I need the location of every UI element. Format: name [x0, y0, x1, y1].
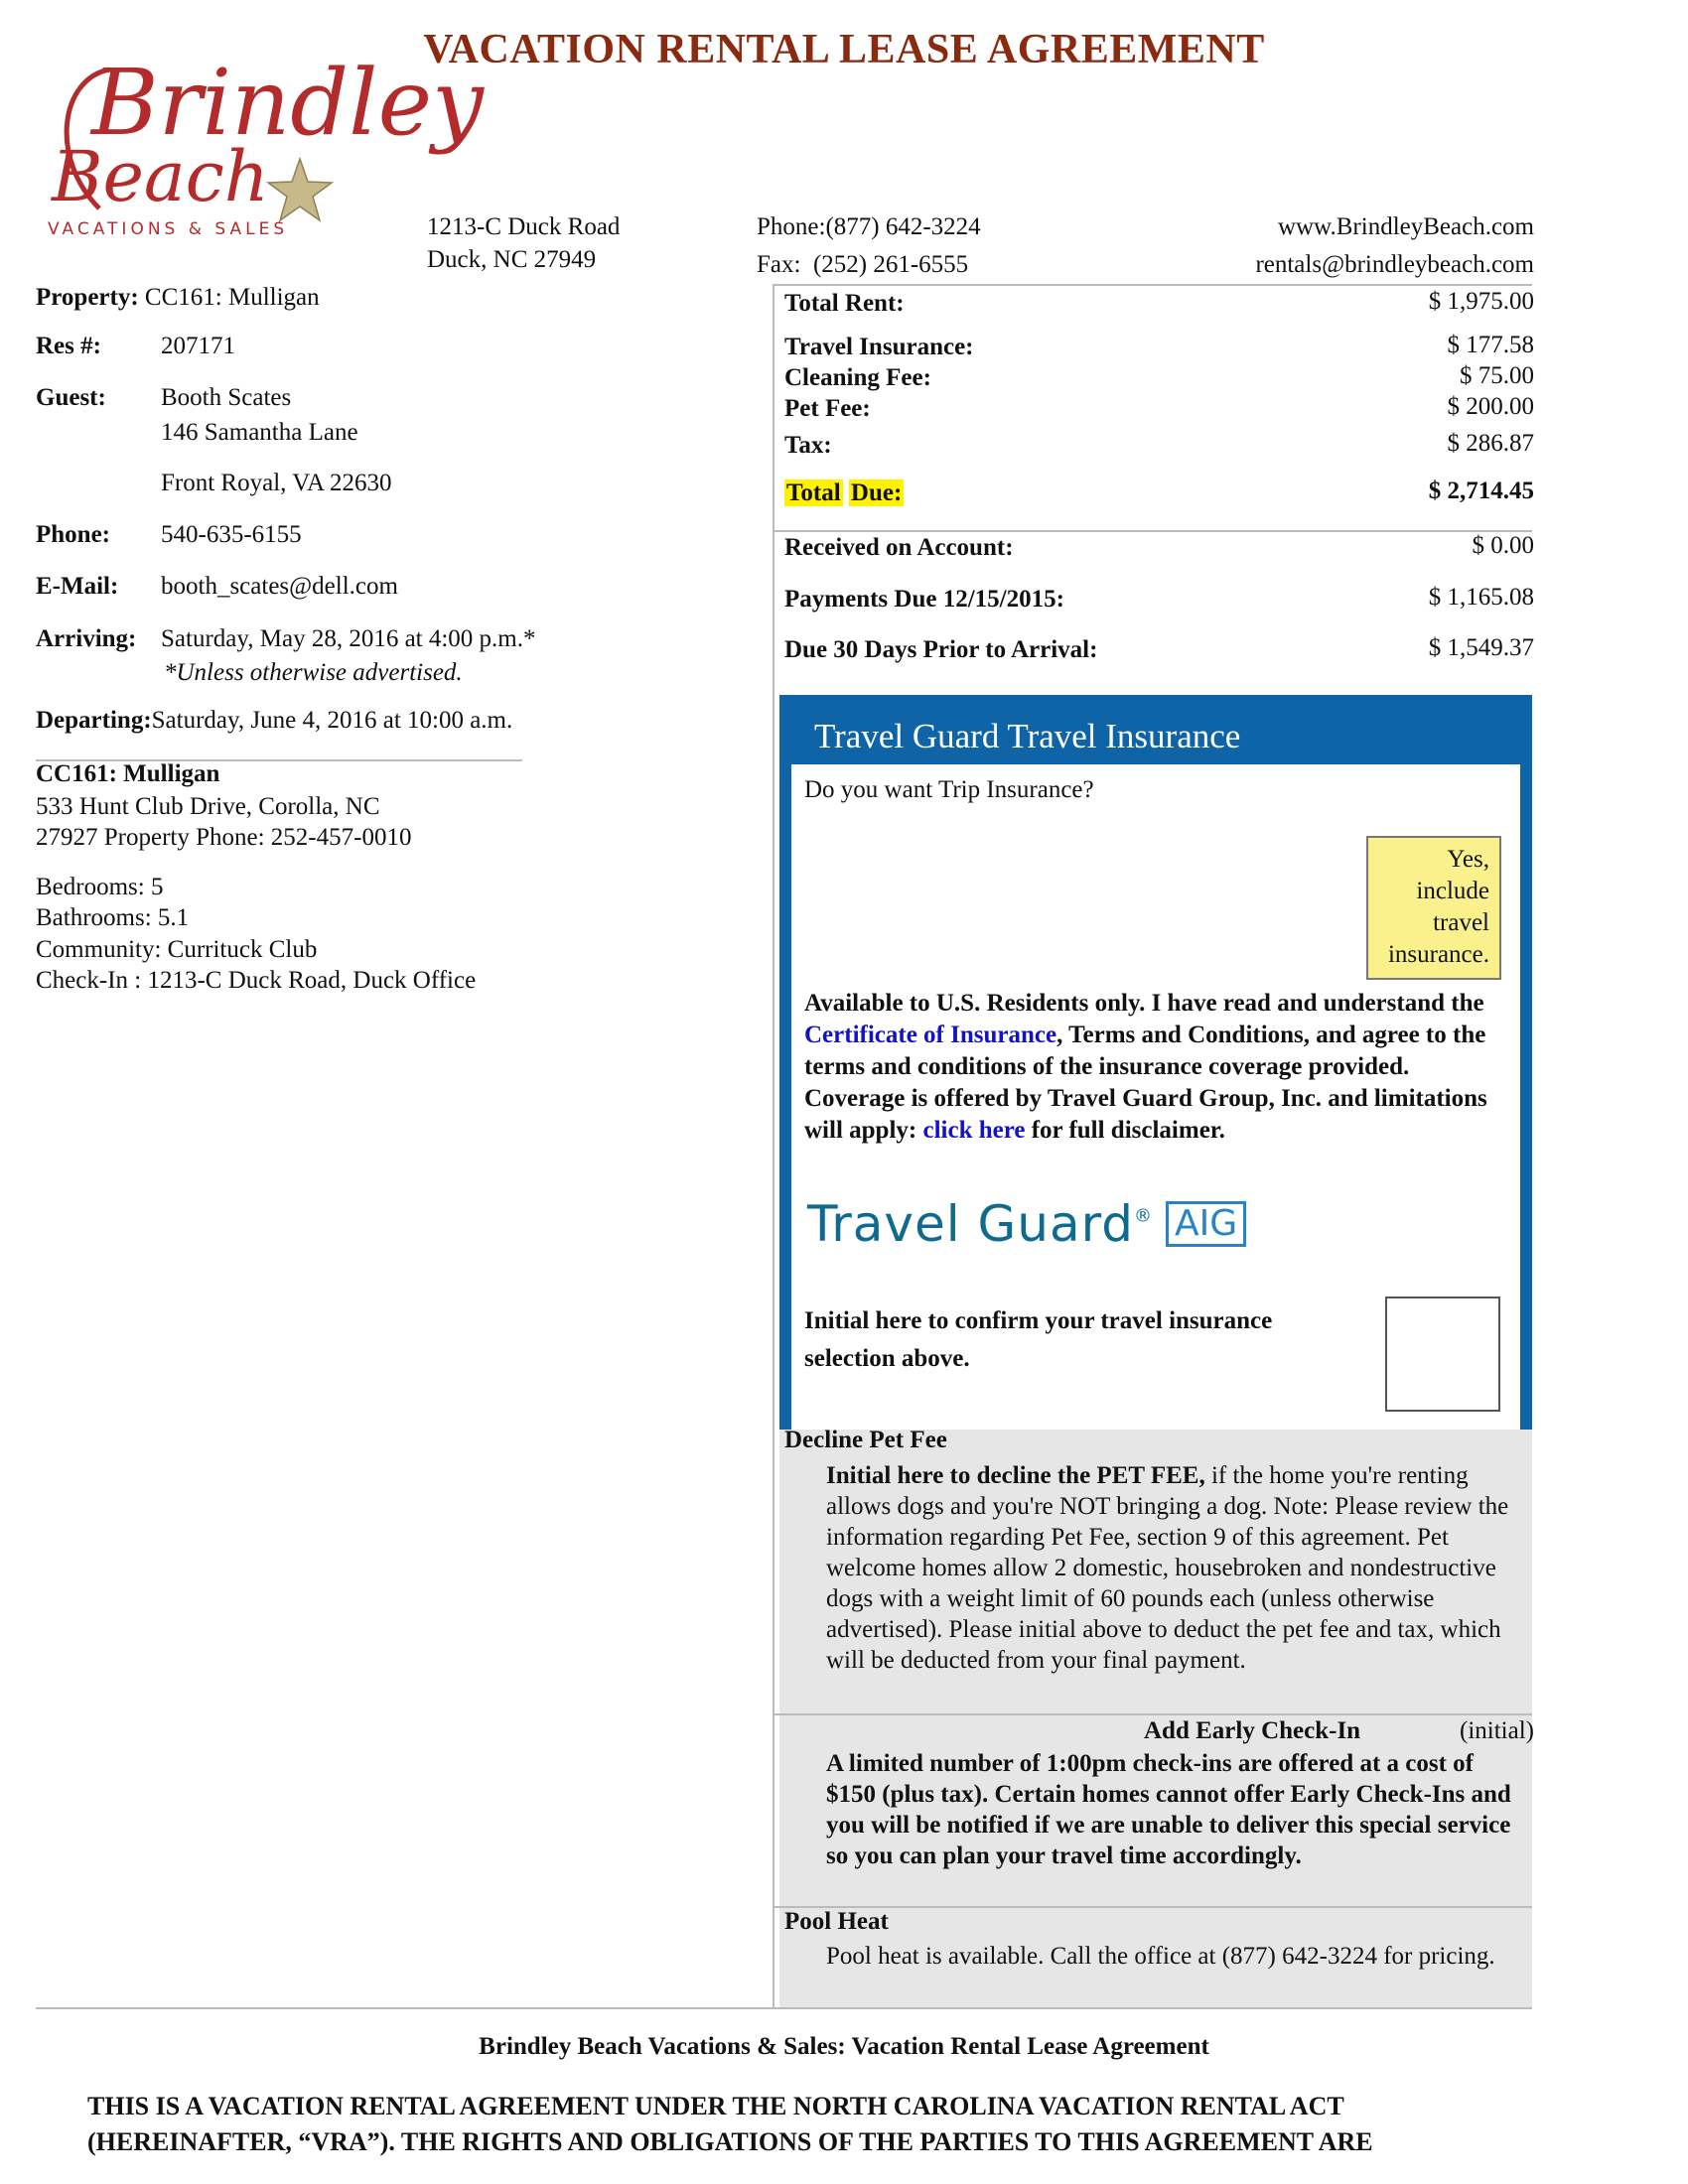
vra-line2: (HEREINAFTER, “VRA”). THE RIGHTS AND OBLIGATIONS OF THE PARTIES TO THIS AGREEMENT ARE [87, 2127, 1373, 2156]
due-30-value: $ 1,549.37 [1428, 634, 1534, 661]
yes-line-3: travel [1433, 909, 1489, 936]
early-checkin-initial-note: (initial) [1460, 1717, 1534, 1744]
column-divider [773, 285, 774, 2007]
footer-divider [36, 2007, 1532, 2009]
company-website[interactable]: www.BrindleyBeach.com [1277, 213, 1534, 240]
insurance-title: Travel Guard Travel Insurance [814, 717, 1241, 755]
departing-value: Saturday, June 4, 2016 at 10:00 a.m. [151, 707, 513, 734]
insurance-question: Do you want Trip Insurance? [804, 776, 1094, 803]
yes-line-2: include [1416, 878, 1489, 904]
email-label: E-Mail: [36, 573, 119, 600]
header-divider [773, 284, 1532, 286]
decline-pet-fee-title: Decline Pet Fee [784, 1427, 947, 1453]
tax-label: Tax: [784, 432, 832, 459]
total-due-label [784, 479, 904, 507]
property-address1: 533 Hunt Club Drive, Corolla, NC [36, 793, 380, 820]
registered-mark: ® [1134, 1205, 1153, 1227]
vra-notice [87, 2089, 1373, 2160]
total-due-value: $ 2,714.45 [1428, 478, 1534, 504]
property-detail-name: CC161: Mulligan [36, 760, 220, 787]
yes-line-1: Yes, [1447, 846, 1489, 873]
travel-guard-brand: Travel Guard [807, 1195, 1135, 1253]
phone-value: 540-635-6155 [161, 521, 302, 548]
departing-label: Departing: [36, 707, 152, 734]
travel-insurance-label: Travel Insurance: [784, 334, 974, 360]
insurance-disclaimer [804, 988, 1499, 1147]
guest-address1: 146 Samantha Lane [161, 419, 358, 446]
pet-fee-value: $ 200.00 [1447, 393, 1534, 420]
travel-insurance-value: $ 177.58 [1447, 332, 1534, 358]
total-rent-value: $ 1,975.00 [1428, 288, 1534, 315]
cleaning-fee-value: $ 75.00 [1460, 362, 1534, 389]
property-label: Property: [36, 284, 139, 311]
guest-name: Booth Scates [161, 384, 292, 411]
yes-include-insurance-option[interactable] [1366, 836, 1501, 980]
brindley-beach-logo [40, 40, 484, 253]
res-label: Res #: [36, 333, 101, 359]
payments-due-label: Payments Due 12/15/2015: [784, 586, 1064, 613]
cleaning-fee-label: Cleaning Fee: [784, 364, 931, 391]
starfish-icon [268, 159, 332, 220]
logo-tagline: VACATIONS & SALES [48, 219, 289, 239]
disclaimer-part2: , Terms and Conditions, and agree to the terms and conditions of the insurance coverage provided. Coverage is offered by Travel Guard Group, Inc. and limitations will apply: [804, 1022, 1487, 1144]
company-address-line2: Duck, NC 27949 [427, 246, 597, 273]
total-due-word2: Due: [850, 479, 903, 506]
guest-address2: Front Royal, VA 22630 [161, 470, 392, 496]
arriving-note: *Unless otherwise advertised. [164, 659, 463, 686]
insurance-initial-text: Initial here to confirm your travel insurance selection above. [804, 1307, 1273, 1372]
decline-pet-fee-bold: Initial here to decline the PET FEE, [826, 1462, 1205, 1489]
decline-pet-fee-body: if the home you're renting allows dogs and you're NOT bringing a dog. Note: Please review the information regarding Pet Fee, section 9 of this agreement. Pet welcome homes allow 2 domestic, housebroken and nondestructive dogs with a weight limit of 60 pounds each (unless otherwise advertised). Please initial above to deduct the pet fee and tax, which will be deducted from your final payment. [826, 1462, 1509, 1674]
company-email[interactable]: rentals@brindleybeach.com [1255, 251, 1534, 278]
certificate-of-insurance-link[interactable]: Certificate of Insurance [804, 1022, 1057, 1048]
company-phone: Phone:(877) 642-3224 [757, 213, 981, 240]
yes-line-4: insurance. [1387, 941, 1489, 968]
logo-name-bottom: Beach [52, 136, 269, 217]
due-30-label: Due 30 Days Prior to Arrival: [784, 636, 1098, 663]
arriving-value: Saturday, May 28, 2016 at 4:00 p.m.* [161, 625, 536, 652]
property-value: CC161: Mulligan [144, 284, 320, 311]
early-checkin-title: Add Early Check-In [1144, 1717, 1361, 1744]
disclaimer-part3: for full disclaimer. [1025, 1117, 1225, 1144]
property-checkin: Check-In : 1213-C Duck Road, Duck Office [36, 967, 477, 994]
disclaimer-part1: Available to U.S. Residents only. I have read and understand the [804, 990, 1484, 1017]
property-bathrooms: Bathrooms: 5.1 [36, 904, 190, 931]
insurance-initial-box[interactable] [1385, 1297, 1500, 1412]
received-label: Received on Account: [784, 534, 1014, 561]
travel-guard-aig-logo [807, 1195, 1246, 1255]
page-title: VACATION RENTAL LEASE AGREEMENT [423, 27, 1265, 72]
property-community: Community: Currituck Club [36, 936, 318, 963]
pool-heat-title: Pool Heat [784, 1908, 889, 1935]
res-value: 207171 [161, 333, 235, 359]
property-address2: 27927 Property Phone: 252-457-0010 [36, 824, 412, 851]
pet-fee-label: Pet Fee: [784, 395, 871, 422]
company-fax: Fax: (252) 261-6555 [757, 251, 969, 278]
vra-line1: THIS IS A VACATION RENTAL AGREEMENT UNDER THE NORTH CAROLINA VACATION RENTAL ACT [87, 2092, 1344, 2120]
company-address-line1: 1213-C Duck Road [427, 213, 621, 240]
total-due-word1: Total [786, 479, 841, 506]
total-rent-label: Total Rent: [784, 290, 905, 317]
early-checkin-text: A limited number of 1:00pm check-ins are offered at a cost of $150 (plus tax). Certain homes cannot offer Early Check-Ins and you will be notified if we are unable to deliver this special service so you can plan your travel time accordingly. [826, 1750, 1511, 1869]
tax-value: $ 286.87 [1447, 430, 1534, 457]
footer-title: Brindley Beach Vacations & Sales: Vacation Rental Lease Agreement [479, 2033, 1209, 2060]
arriving-label: Arriving: [36, 625, 137, 652]
property-row [36, 282, 320, 313]
fees-divider [774, 530, 1532, 532]
logo-name-top: Brindley [91, 50, 484, 156]
payments-due-value: $ 1,165.08 [1428, 584, 1534, 611]
aig-logo: AIG [1166, 1201, 1246, 1247]
pool-heat-text: Pool heat is available. Call the office at (877) 642-3224 for pricing. [826, 1943, 1495, 1970]
decline-pet-fee-text [826, 1460, 1533, 1676]
click-here-link[interactable]: click here [922, 1117, 1026, 1144]
departing-row [36, 705, 512, 736]
email-value: booth_scates@dell.com [161, 573, 398, 600]
received-value: $ 0.00 [1472, 532, 1534, 559]
property-bedrooms: Bedrooms: 5 [36, 874, 164, 900]
phone-label: Phone: [36, 521, 110, 548]
guest-label: Guest: [36, 384, 106, 411]
